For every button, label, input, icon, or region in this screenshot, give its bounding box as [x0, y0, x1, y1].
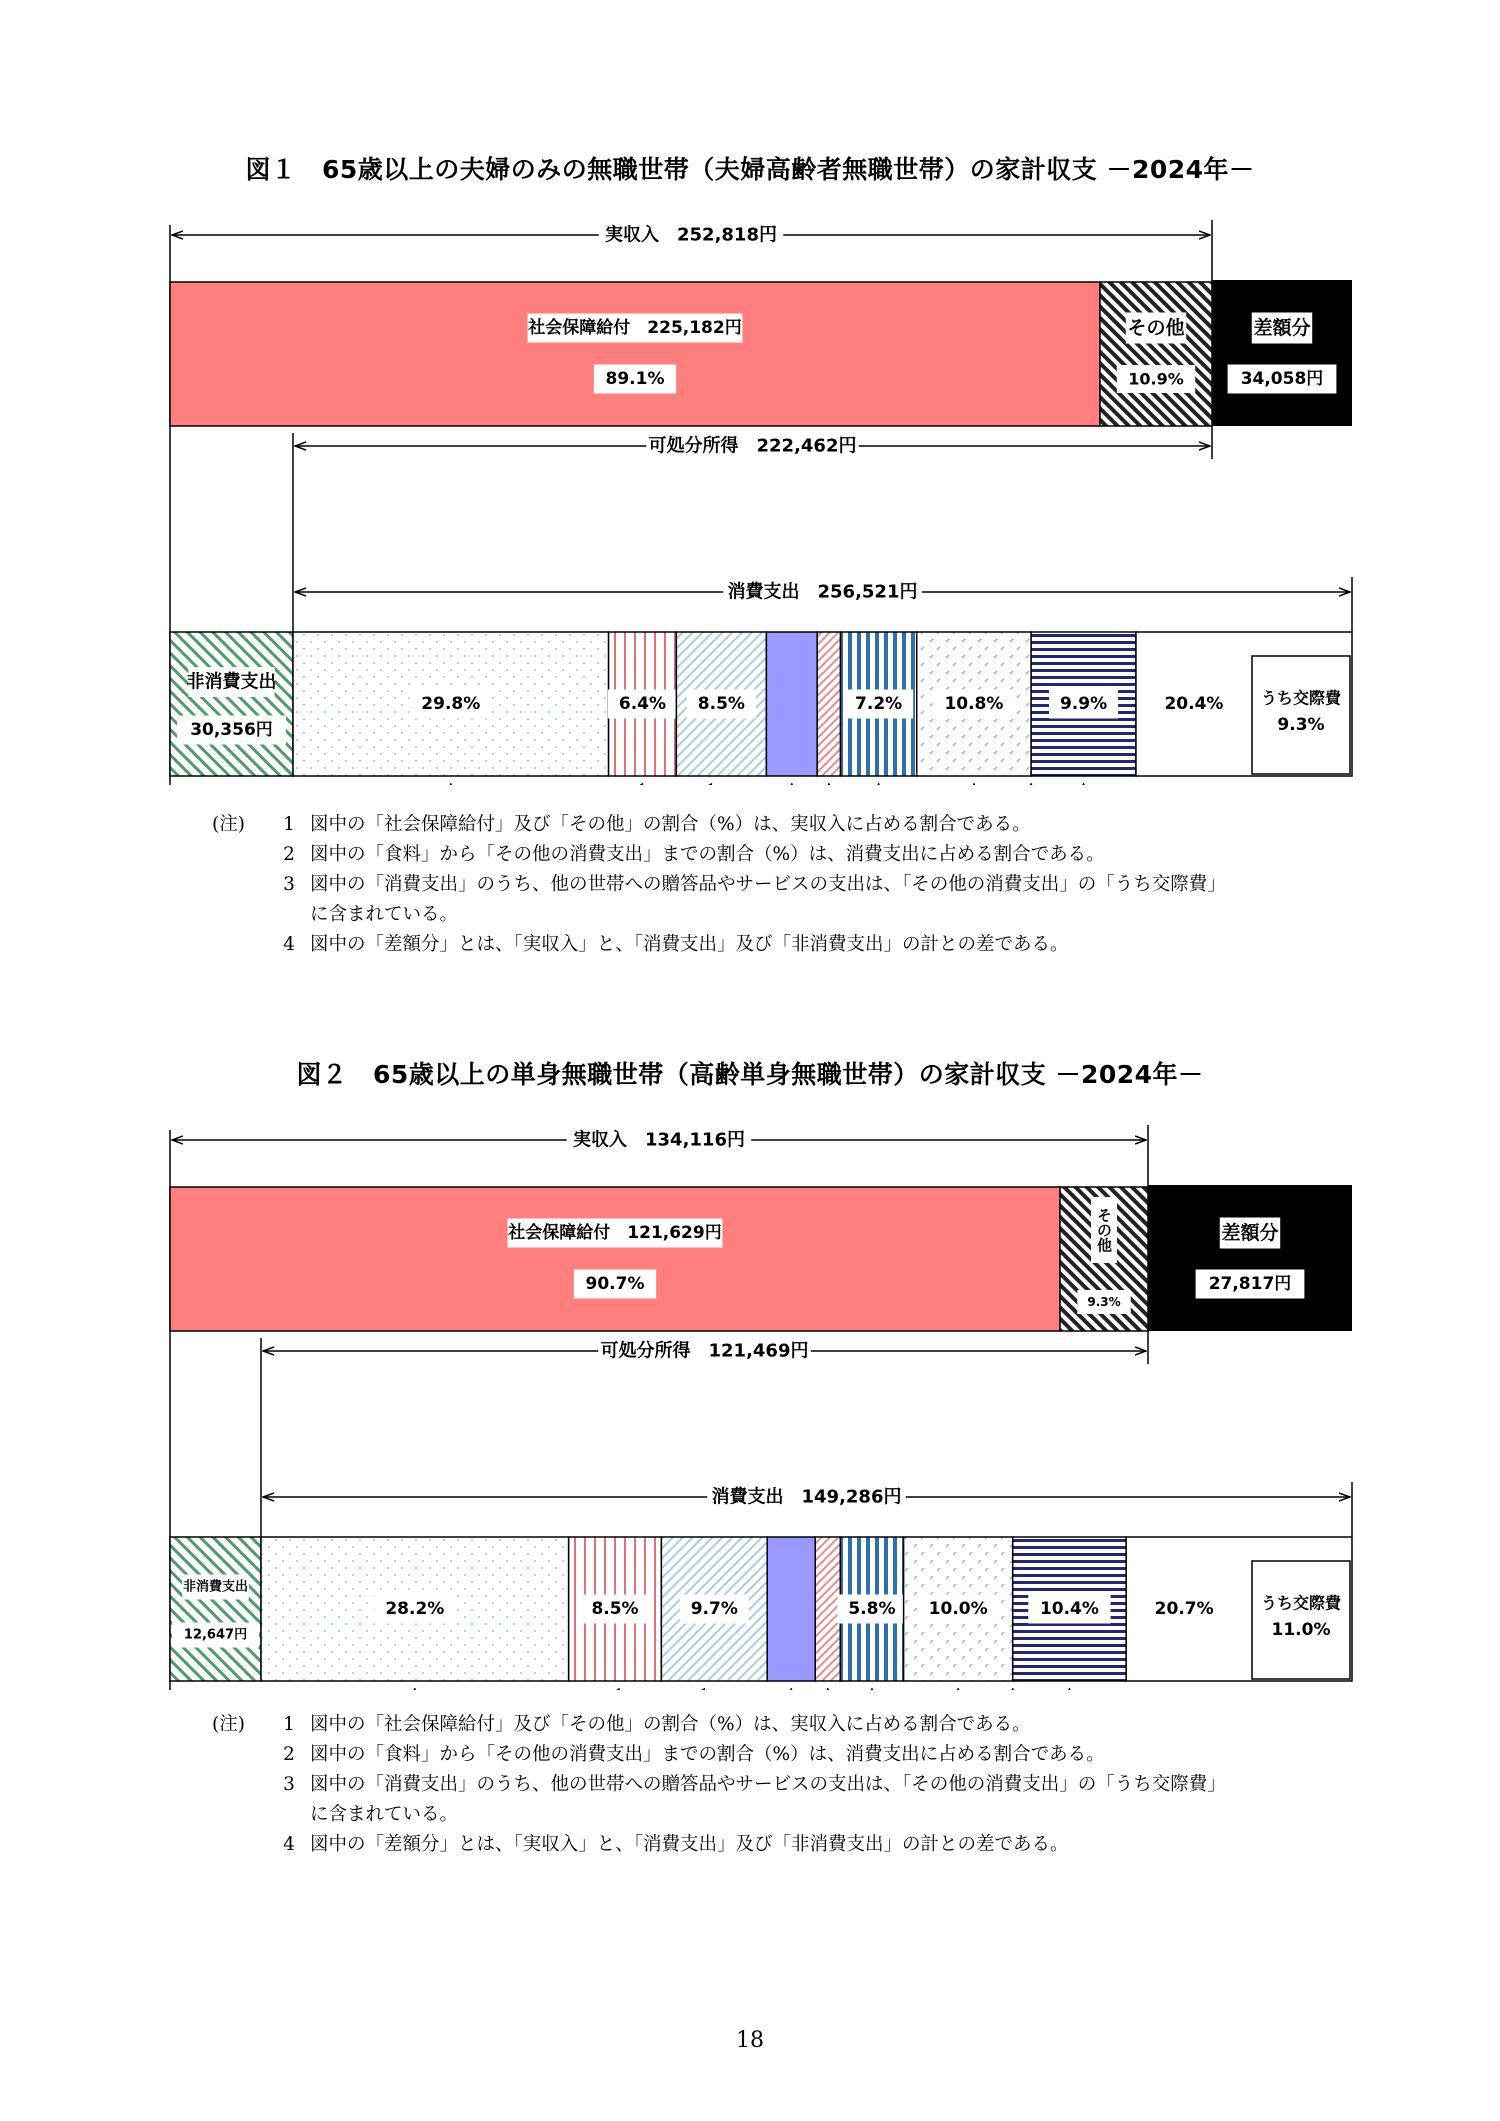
- note-head: [212, 840, 268, 870]
- figure-title: 図２ 65歳以上の単身無職世帯（高齢単身無職世帯）の家計収支 －2024年－: [296, 1060, 1204, 1089]
- note-head: [212, 900, 268, 930]
- figure-2: [0, 1055, 1500, 1695]
- category-percent-2: 8.5%: [697, 694, 745, 714]
- figure-title: 図１ 65歳以上の夫婦のみの無職世帯（夫婦高齢者無職世帯）の家計収支 －2024年－: [245, 155, 1255, 184]
- social-security-label: 社会保障給付 225,182円: [528, 318, 742, 338]
- income-total-label: 実収入 134,116円: [573, 1129, 745, 1151]
- other-income-percent: 9.3%: [1087, 1295, 1121, 1309]
- page-number: 18: [736, 2028, 764, 2053]
- kosai-label: うち交際費: [1260, 1593, 1342, 1613]
- note-head: [212, 870, 268, 900]
- note-row: [212, 1770, 1362, 1800]
- consumption-total-label: 消費支出 256,521円: [727, 581, 918, 603]
- kosai-percent: 11.0%: [1271, 1620, 1331, 1640]
- note-text: 図中の「差額分」とは、「実収入」と、「消費支出」及び「非消費支出」の計との差である。: [310, 934, 1069, 955]
- note-head: (注): [212, 1714, 245, 1735]
- note-text: に含まれている。: [310, 904, 459, 925]
- deficit-label: 差額分: [1221, 1222, 1279, 1244]
- kosai-percent: 9.3%: [1277, 715, 1325, 735]
- income-bar-social-security: [170, 1187, 1060, 1331]
- note-row: [212, 810, 1362, 840]
- non-consumption-label: 非消費支出: [186, 671, 277, 693]
- category-arrow: [582, 784, 642, 785]
- note-head: [212, 1770, 268, 1800]
- note-row: [212, 870, 1362, 900]
- notes-2: [212, 1710, 1362, 1860]
- household-budget-chart: [0, 205, 1500, 785]
- note-number: 3: [283, 874, 295, 895]
- note-row: [212, 900, 1362, 930]
- category-percent-1: 8.5%: [591, 1599, 639, 1619]
- note-number: 1: [283, 814, 295, 835]
- category-bar-4: [815, 1537, 840, 1681]
- other-income-label: その他: [1127, 317, 1185, 339]
- note-row: [212, 1800, 1362, 1830]
- category-arrow: [641, 784, 711, 785]
- kosai-label: うち交際費: [1260, 688, 1342, 708]
- note-number: [268, 900, 310, 930]
- note-head: [212, 1830, 268, 1860]
- income-total-label: 実収入 252,818円: [605, 224, 777, 246]
- note-text: 図中の「消費支出」のうち、他の世帯への贈答品やサービスの支出は、「その他の消費支出」の「うち交際費」: [310, 1774, 1226, 1795]
- non-consumption-label: 非消費支出: [182, 1579, 249, 1595]
- category-bar-3: [767, 1537, 815, 1681]
- category-percent-1: 6.4%: [618, 694, 667, 714]
- note-text: 図中の「社会保障給付」及び「その他」の割合（%）は、実収入に占める割合である。: [310, 814, 1031, 835]
- note-number: 4: [283, 1834, 295, 1855]
- category-percent-0: 28.2%: [385, 1599, 445, 1619]
- non-consumption-bar: [170, 1537, 261, 1681]
- note-row: [212, 1710, 1362, 1740]
- note-number: 1: [283, 1714, 295, 1735]
- category-arrow: [634, 1689, 704, 1690]
- social-security-percent: 89.1%: [605, 369, 665, 389]
- note-text: 図中の「食料」から「その他の消費支出」までの割合（%）は、消費支出に占める割合である。: [310, 1744, 1105, 1765]
- category-percent-9: 20.7%: [1154, 1599, 1214, 1619]
- social-security-label: 社会保障給付 121,629円: [508, 1223, 722, 1243]
- category-percent-6: 10.8%: [944, 694, 1004, 714]
- non-consumption-bar: [170, 632, 293, 776]
- category-percent-0: 29.8%: [421, 694, 481, 714]
- note-text: 図中の「社会保障給付」及び「その他」の割合（%）は、実収入に占める割合である。: [310, 1714, 1031, 1735]
- income-bar-deficit: [1148, 1185, 1352, 1331]
- other-income-label: その他: [1095, 1207, 1113, 1253]
- disposable-income-label: 可処分所得 222,462円: [648, 435, 857, 457]
- category-bar-4: [817, 632, 840, 776]
- category-percent-2: 9.7%: [690, 1599, 738, 1619]
- category-percent-5: 7.2%: [855, 694, 903, 714]
- income-bar-deficit: [1212, 280, 1352, 426]
- note-number: 2: [283, 1744, 295, 1765]
- notes-1: [212, 810, 1362, 960]
- non-consumption-amount: 12,647円: [183, 1627, 248, 1643]
- category-percent-8: 10.4%: [1039, 1599, 1099, 1619]
- income-bar-social-security: [170, 282, 1100, 426]
- note-number: 4: [283, 934, 295, 955]
- note-row: [212, 1830, 1362, 1860]
- note-row: [212, 930, 1362, 960]
- note-number: 2: [283, 844, 295, 865]
- deficit-amount: 34,058円: [1240, 369, 1324, 389]
- category-percent-9: 20.4%: [1164, 694, 1224, 714]
- category-arrow: [595, 1689, 619, 1690]
- note-text: に含まれている。: [310, 1804, 459, 1825]
- note-row: [212, 840, 1362, 870]
- note-row: [212, 1740, 1362, 1770]
- category-percent-8: 9.9%: [1059, 694, 1108, 714]
- note-number: [268, 1800, 310, 1830]
- note-text: 図中の「食料」から「その他の消費支出」までの割合（%）は、消費支出に占める割合である。: [310, 844, 1105, 865]
- disposable-income-label: 可処分所得 121,469円: [600, 1340, 809, 1362]
- deficit-amount: 27,817円: [1208, 1274, 1292, 1294]
- note-text: 図中の「消費支出」のうち、他の世帯への贈答品やサービスの支出は、「その他の消費支出」の「うち交際費」: [310, 874, 1226, 895]
- non-consumption-amount: 30,356円: [190, 720, 273, 740]
- category-bar-3: [766, 632, 817, 776]
- note-text: 図中の「差額分」とは、「実収入」と、「消費支出」及び「非消費支出」の計との差である。: [310, 1834, 1069, 1855]
- household-budget-chart: [0, 1110, 1500, 1690]
- note-head: [212, 930, 268, 960]
- income-bar-other: [1100, 282, 1212, 426]
- category-percent-6: 10.0%: [928, 1599, 988, 1619]
- note-head: (注): [212, 814, 245, 835]
- consumption-total-label: 消費支出 149,286円: [711, 1486, 902, 1508]
- note-head: [212, 1740, 268, 1770]
- other-income-percent: 10.9%: [1128, 369, 1184, 389]
- social-security-percent: 90.7%: [585, 1274, 645, 1294]
- note-head: [212, 1800, 268, 1830]
- category-percent-5: 5.8%: [848, 1599, 896, 1619]
- figure-1: [0, 150, 1500, 790]
- deficit-label: 差額分: [1253, 317, 1311, 339]
- note-number: 3: [283, 1774, 295, 1795]
